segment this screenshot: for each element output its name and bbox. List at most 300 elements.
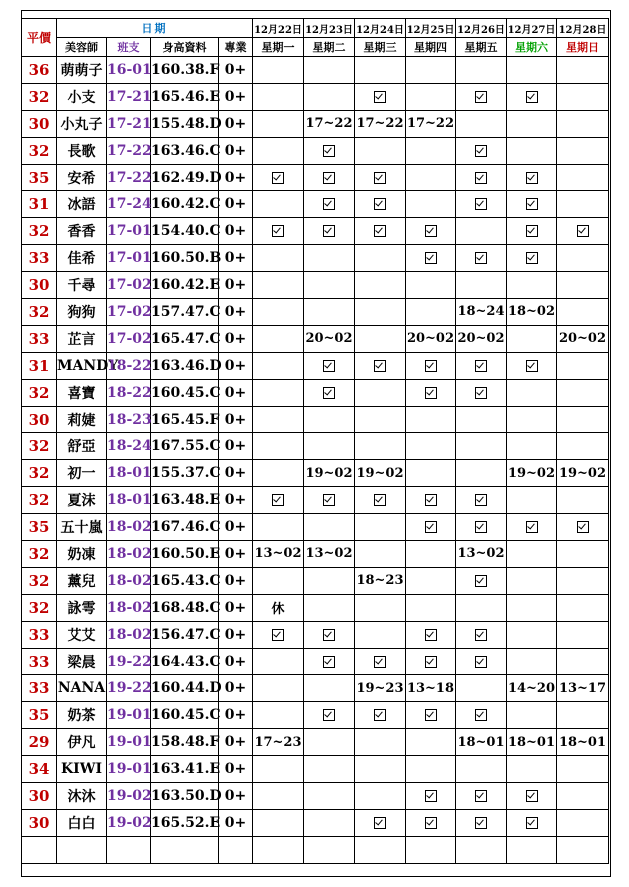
schedule-cell bbox=[304, 514, 355, 541]
schedule-cell bbox=[507, 379, 557, 406]
schedule-cell bbox=[557, 137, 609, 164]
checkbox-mark bbox=[304, 164, 355, 191]
checkbox-mark bbox=[456, 621, 507, 648]
date-col-5: 12月26日 bbox=[456, 19, 507, 38]
pro-level: 0+ bbox=[219, 567, 253, 594]
schedule-cell bbox=[557, 272, 609, 299]
pro-level: 0+ bbox=[219, 83, 253, 110]
checked-box-icon bbox=[475, 198, 487, 210]
stylist-name: 舒亞 bbox=[57, 433, 107, 460]
checkbox-mark bbox=[406, 702, 456, 729]
schedule-cell bbox=[253, 406, 304, 433]
schedule-cell bbox=[507, 621, 557, 648]
checked-box-icon bbox=[475, 145, 487, 157]
checked-box-icon bbox=[425, 629, 437, 641]
checkbox-mark bbox=[304, 379, 355, 406]
checkbox-mark bbox=[456, 352, 507, 379]
schedule-cell bbox=[557, 110, 609, 137]
checkbox-mark bbox=[456, 514, 507, 541]
price-value: 32 bbox=[22, 433, 57, 460]
table-row bbox=[22, 594, 609, 621]
schedule-cell bbox=[355, 594, 406, 621]
checked-box-icon bbox=[526, 198, 538, 210]
pro-level: 0+ bbox=[219, 729, 253, 756]
table-row bbox=[22, 783, 609, 810]
pro-level: 0+ bbox=[219, 110, 253, 137]
table-row bbox=[22, 809, 609, 836]
checkbox-mark bbox=[456, 83, 507, 110]
checked-box-icon bbox=[577, 521, 589, 533]
stylist-name: 狗狗 bbox=[57, 299, 107, 326]
class-value: 18-02 bbox=[107, 621, 151, 648]
checked-box-icon bbox=[475, 521, 487, 533]
schedule-cell: 18~01 bbox=[456, 729, 507, 756]
class-value: 19-22 bbox=[107, 648, 151, 675]
table-row bbox=[22, 460, 609, 487]
schedule-cell: 13~02 bbox=[253, 541, 304, 568]
schedule-cell bbox=[557, 809, 609, 836]
checked-box-icon bbox=[526, 790, 538, 802]
schedule-cell bbox=[253, 57, 304, 84]
schedule-cell bbox=[355, 57, 406, 84]
checked-box-icon bbox=[475, 494, 487, 506]
schedule-cell bbox=[557, 164, 609, 191]
checkbox-mark bbox=[406, 245, 456, 272]
pro-level: 0+ bbox=[219, 218, 253, 245]
checked-box-icon bbox=[475, 575, 487, 587]
schedule-cell bbox=[406, 567, 456, 594]
checkbox-mark bbox=[406, 514, 456, 541]
checkbox-mark bbox=[355, 648, 406, 675]
empty-cell bbox=[219, 836, 253, 863]
schedule-cell bbox=[557, 57, 609, 84]
checkbox-mark bbox=[557, 218, 609, 245]
height-data: 165.43.C bbox=[151, 567, 219, 594]
height-data: 168.48.C bbox=[151, 594, 219, 621]
table-row bbox=[22, 648, 609, 675]
price-value: 33 bbox=[22, 648, 57, 675]
schedule-cell bbox=[557, 487, 609, 514]
checked-box-icon bbox=[323, 360, 335, 372]
checked-box-icon bbox=[323, 709, 335, 721]
schedule-cell bbox=[253, 514, 304, 541]
pro-level: 0+ bbox=[219, 245, 253, 272]
checkbox-mark bbox=[456, 783, 507, 810]
height-data: 162.49.D bbox=[151, 164, 219, 191]
checkbox-mark bbox=[253, 487, 304, 514]
class-value: 17-01 bbox=[107, 218, 151, 245]
checked-box-icon bbox=[374, 360, 386, 372]
checkbox-mark bbox=[557, 514, 609, 541]
price-value: 32 bbox=[22, 594, 57, 621]
schedule-table bbox=[21, 18, 609, 864]
schedule-cell bbox=[507, 567, 557, 594]
schedule-cell bbox=[355, 783, 406, 810]
height-data: 160.38.F bbox=[151, 57, 219, 84]
height-data: 160.50.E bbox=[151, 541, 219, 568]
checked-box-icon bbox=[475, 656, 487, 668]
schedule-cell bbox=[355, 729, 406, 756]
checked-box-icon bbox=[475, 817, 487, 829]
schedule-cell bbox=[355, 379, 406, 406]
pro-level: 0+ bbox=[219, 594, 253, 621]
stylist-name: 伊凡 bbox=[57, 729, 107, 756]
table-row bbox=[22, 702, 609, 729]
class-value: 18-23 bbox=[107, 406, 151, 433]
class-value: 19-02 bbox=[107, 809, 151, 836]
pro-level: 0+ bbox=[219, 675, 253, 702]
schedule-cell bbox=[253, 325, 304, 352]
checkbox-mark bbox=[507, 245, 557, 272]
schedule-cell bbox=[253, 379, 304, 406]
schedule-cell bbox=[304, 809, 355, 836]
stylist-name: 千尋 bbox=[57, 272, 107, 299]
schedule-cell bbox=[253, 783, 304, 810]
schedule-cell bbox=[253, 83, 304, 110]
checked-box-icon bbox=[425, 387, 437, 399]
checkbox-mark bbox=[456, 648, 507, 675]
checked-box-icon bbox=[374, 198, 386, 210]
schedule-cell bbox=[456, 460, 507, 487]
price-value: 31 bbox=[22, 352, 57, 379]
schedule-cell bbox=[507, 756, 557, 783]
table-row bbox=[22, 83, 609, 110]
schedule-cell bbox=[456, 675, 507, 702]
schedule-cell: 13~18 bbox=[406, 675, 456, 702]
schedule-cell bbox=[557, 621, 609, 648]
name-column-header: 美容師 bbox=[57, 38, 107, 57]
stylist-name: 安希 bbox=[57, 164, 107, 191]
table-row bbox=[22, 541, 609, 568]
schedule-cell bbox=[253, 648, 304, 675]
price-value: 30 bbox=[22, 272, 57, 299]
schedule-cell: 13~02 bbox=[456, 541, 507, 568]
schedule-cell bbox=[304, 245, 355, 272]
schedule-cell: 17~22 bbox=[304, 110, 355, 137]
schedule-cell bbox=[406, 137, 456, 164]
checkbox-mark bbox=[507, 83, 557, 110]
class-value: 19-02 bbox=[107, 783, 151, 810]
height-data: 157.47.C bbox=[151, 299, 219, 326]
schedule-cell: 20~02 bbox=[304, 325, 355, 352]
class-value: 16-01 bbox=[107, 57, 151, 84]
checked-box-icon bbox=[526, 91, 538, 103]
checked-box-icon bbox=[425, 817, 437, 829]
checkbox-mark bbox=[406, 379, 456, 406]
checked-box-icon bbox=[425, 494, 437, 506]
class-value: 17-22 bbox=[107, 164, 151, 191]
checkbox-mark bbox=[304, 702, 355, 729]
schedule-cell bbox=[507, 594, 557, 621]
price-value: 33 bbox=[22, 325, 57, 352]
schedule-cell bbox=[355, 137, 406, 164]
schedule-cell bbox=[355, 406, 406, 433]
class-value: 17-22 bbox=[107, 137, 151, 164]
pro-level: 0+ bbox=[219, 487, 253, 514]
checkbox-mark bbox=[355, 702, 406, 729]
schedule-cell: 17~22 bbox=[355, 110, 406, 137]
class-value: 18-02 bbox=[107, 567, 151, 594]
schedule-cell bbox=[507, 433, 557, 460]
table-row bbox=[22, 164, 609, 191]
checkbox-mark bbox=[456, 137, 507, 164]
empty-cell bbox=[355, 836, 406, 863]
class-value: 18-02 bbox=[107, 594, 151, 621]
checked-box-icon bbox=[374, 225, 386, 237]
pro-level: 0+ bbox=[219, 756, 253, 783]
checkbox-mark bbox=[406, 648, 456, 675]
schedule-cell bbox=[304, 57, 355, 84]
table-row bbox=[22, 675, 609, 702]
schedule-cell bbox=[507, 325, 557, 352]
checkbox-mark bbox=[456, 809, 507, 836]
checkbox-mark bbox=[304, 218, 355, 245]
stylist-name: NANA bbox=[57, 675, 107, 702]
stylist-name: 薰兒 bbox=[57, 567, 107, 594]
pro-level: 0+ bbox=[219, 299, 253, 326]
schedule-cell bbox=[304, 83, 355, 110]
height-data: 167.55.C bbox=[151, 433, 219, 460]
empty-row bbox=[22, 836, 609, 863]
checkbox-mark bbox=[456, 567, 507, 594]
checked-box-icon bbox=[374, 709, 386, 721]
pro-level: 0+ bbox=[219, 621, 253, 648]
checkbox-mark bbox=[406, 783, 456, 810]
checkbox-mark bbox=[253, 164, 304, 191]
schedule-cell bbox=[406, 756, 456, 783]
price-value: 34 bbox=[22, 756, 57, 783]
schedule-cell bbox=[355, 756, 406, 783]
schedule-cell bbox=[253, 460, 304, 487]
empty-cell bbox=[507, 836, 557, 863]
empty-cell bbox=[57, 836, 107, 863]
checkbox-mark bbox=[355, 218, 406, 245]
checked-box-icon bbox=[374, 494, 386, 506]
checked-box-icon bbox=[323, 225, 335, 237]
checkbox-mark bbox=[507, 783, 557, 810]
schedule-cell: 19~02 bbox=[355, 460, 406, 487]
price-value: 32 bbox=[22, 137, 57, 164]
schedule-cell bbox=[253, 567, 304, 594]
class-value: 19-22 bbox=[107, 675, 151, 702]
checkbox-mark bbox=[304, 352, 355, 379]
stylist-name: 夏沫 bbox=[57, 487, 107, 514]
table-row bbox=[22, 406, 609, 433]
pro-level: 0+ bbox=[219, 809, 253, 836]
class-value: 18-22 bbox=[107, 379, 151, 406]
price-value: 33 bbox=[22, 621, 57, 648]
class-value: 18-01 bbox=[107, 487, 151, 514]
pro-level: 0+ bbox=[219, 57, 253, 84]
height-data: 163.50.D bbox=[151, 783, 219, 810]
checked-box-icon bbox=[323, 629, 335, 641]
schedule-cell bbox=[406, 164, 456, 191]
pro-column-header: 專業 bbox=[219, 38, 253, 57]
stylist-name: 萌萌子 bbox=[57, 57, 107, 84]
schedule-cell: 18~02 bbox=[507, 299, 557, 326]
schedule-cell bbox=[304, 675, 355, 702]
schedule-cell bbox=[304, 594, 355, 621]
schedule-cell: 17~23 bbox=[253, 729, 304, 756]
schedule-cell bbox=[507, 272, 557, 299]
stylist-name: 小支 bbox=[57, 83, 107, 110]
checked-box-icon bbox=[272, 225, 284, 237]
schedule-cell bbox=[557, 541, 609, 568]
checkbox-mark bbox=[456, 702, 507, 729]
checked-box-icon bbox=[577, 225, 589, 237]
checked-box-icon bbox=[475, 91, 487, 103]
price-value: 32 bbox=[22, 460, 57, 487]
checked-box-icon bbox=[374, 817, 386, 829]
schedule-cell bbox=[406, 191, 456, 218]
height-data: 155.48.D bbox=[151, 110, 219, 137]
height-data: 154.40.C bbox=[151, 218, 219, 245]
schedule-cell bbox=[557, 756, 609, 783]
weekday-7: 星期日 bbox=[557, 38, 609, 57]
checkbox-mark bbox=[406, 218, 456, 245]
pro-level: 0+ bbox=[219, 379, 253, 406]
stylist-name: 沐沐 bbox=[57, 783, 107, 810]
class-value: 18-24 bbox=[107, 433, 151, 460]
checked-box-icon bbox=[425, 656, 437, 668]
checked-box-icon bbox=[374, 91, 386, 103]
pro-level: 0+ bbox=[219, 137, 253, 164]
schedule-cell bbox=[355, 514, 406, 541]
class-value: 19-01 bbox=[107, 729, 151, 756]
schedule-cell bbox=[253, 191, 304, 218]
checked-box-icon bbox=[374, 172, 386, 184]
empty-cell bbox=[107, 836, 151, 863]
height-data: 163.48.E bbox=[151, 487, 219, 514]
pro-level: 0+ bbox=[219, 541, 253, 568]
checked-box-icon bbox=[526, 360, 538, 372]
schedule-cell bbox=[253, 675, 304, 702]
schedule-cell bbox=[406, 83, 456, 110]
schedule-cell bbox=[557, 406, 609, 433]
schedule-cell bbox=[355, 299, 406, 326]
empty-cell bbox=[406, 836, 456, 863]
schedule-cell bbox=[456, 57, 507, 84]
schedule-cell bbox=[456, 272, 507, 299]
checkbox-mark bbox=[355, 809, 406, 836]
checkbox-mark bbox=[507, 809, 557, 836]
schedule-cell bbox=[253, 352, 304, 379]
checked-box-icon bbox=[425, 225, 437, 237]
checked-box-icon bbox=[425, 521, 437, 533]
checked-box-icon bbox=[425, 360, 437, 372]
stylist-name: 喜寶 bbox=[57, 379, 107, 406]
height-data: 165.46.E bbox=[151, 83, 219, 110]
price-value: 35 bbox=[22, 164, 57, 191]
date-col-7: 12月28日 bbox=[557, 19, 609, 38]
height-data: 165.45.F bbox=[151, 406, 219, 433]
checked-box-icon bbox=[475, 252, 487, 264]
height-data: 155.37.C bbox=[151, 460, 219, 487]
empty-cell bbox=[22, 836, 57, 863]
checkbox-mark bbox=[406, 621, 456, 648]
checked-box-icon bbox=[425, 790, 437, 802]
checkbox-mark bbox=[507, 191, 557, 218]
table-row bbox=[22, 756, 609, 783]
height-data: 160.42.E bbox=[151, 272, 219, 299]
checkbox-mark bbox=[507, 352, 557, 379]
class-value: 19-01 bbox=[107, 702, 151, 729]
checked-box-icon bbox=[475, 629, 487, 641]
price-value: 30 bbox=[22, 809, 57, 836]
checked-box-icon bbox=[323, 494, 335, 506]
schedule-cell: 休 bbox=[253, 594, 304, 621]
schedule-cell bbox=[355, 272, 406, 299]
schedule-cell bbox=[557, 702, 609, 729]
height-data: 163.41.E bbox=[151, 756, 219, 783]
weekday-6: 星期六 bbox=[507, 38, 557, 57]
table-row bbox=[22, 218, 609, 245]
pro-level: 0+ bbox=[219, 164, 253, 191]
schedule-cell bbox=[355, 621, 406, 648]
price-value: 32 bbox=[22, 218, 57, 245]
price-value: 32 bbox=[22, 541, 57, 568]
schedule-cell bbox=[406, 729, 456, 756]
table-row bbox=[22, 487, 609, 514]
pro-level: 0+ bbox=[219, 352, 253, 379]
schedule-cell bbox=[406, 57, 456, 84]
price-value: 32 bbox=[22, 83, 57, 110]
checkbox-mark bbox=[406, 809, 456, 836]
weekday-1: 星期一 bbox=[253, 38, 304, 57]
class-value: 18-01 bbox=[107, 460, 151, 487]
schedule-cell bbox=[507, 541, 557, 568]
schedule-cell bbox=[304, 299, 355, 326]
table-row bbox=[22, 567, 609, 594]
checkbox-mark bbox=[304, 648, 355, 675]
price-value: 32 bbox=[22, 567, 57, 594]
schedule-cell bbox=[253, 433, 304, 460]
weekday-4: 星期四 bbox=[406, 38, 456, 57]
table-row bbox=[22, 325, 609, 352]
height-data: 156.47.C bbox=[151, 621, 219, 648]
schedule-cell bbox=[456, 594, 507, 621]
pro-level: 0+ bbox=[219, 272, 253, 299]
schedule-cell bbox=[304, 406, 355, 433]
schedule-cell bbox=[507, 137, 557, 164]
date-col-2: 12月23日 bbox=[304, 19, 355, 38]
checkbox-mark bbox=[355, 487, 406, 514]
price-value: 30 bbox=[22, 110, 57, 137]
price-value: 33 bbox=[22, 245, 57, 272]
height-data: 167.46.C bbox=[151, 514, 219, 541]
schedule-cell: 17~22 bbox=[406, 110, 456, 137]
checked-box-icon bbox=[323, 172, 335, 184]
checked-box-icon bbox=[475, 387, 487, 399]
pro-level: 0+ bbox=[219, 648, 253, 675]
schedule-cell: 14~20 bbox=[507, 675, 557, 702]
checkbox-mark bbox=[456, 191, 507, 218]
schedule-cell bbox=[253, 245, 304, 272]
table-row bbox=[22, 272, 609, 299]
class-value: 17-02 bbox=[107, 325, 151, 352]
class-value: 17-01 bbox=[107, 245, 151, 272]
table-row bbox=[22, 729, 609, 756]
height-data: 164.43.C bbox=[151, 648, 219, 675]
schedule-cell bbox=[406, 460, 456, 487]
schedule-cell bbox=[557, 191, 609, 218]
checked-box-icon bbox=[323, 145, 335, 157]
schedule-cell: 13~17 bbox=[557, 675, 609, 702]
stylist-name: 莉婕 bbox=[57, 406, 107, 433]
class-value: 17-02 bbox=[107, 299, 151, 326]
price-value: 35 bbox=[22, 514, 57, 541]
schedule-cell bbox=[507, 57, 557, 84]
